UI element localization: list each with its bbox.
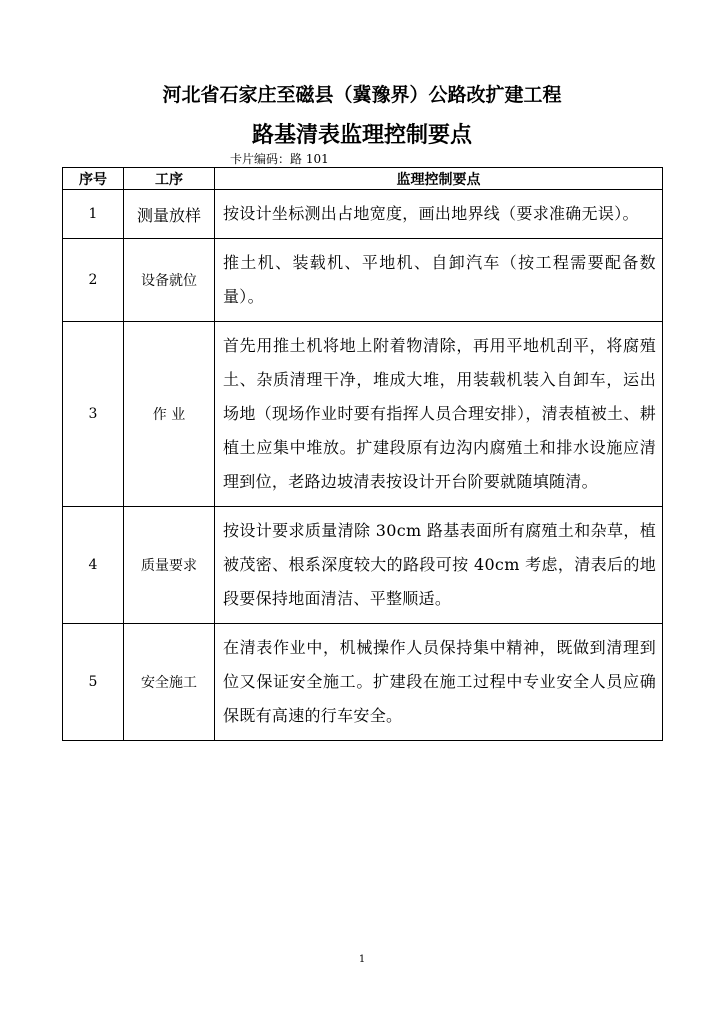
row-content: 在清表作业中，机械操作人员保持集中精神，既做到清理到位又保证安全施工。扩建段在施工过程中专业安全人员应确保既有高速的行车安全。	[215, 624, 663, 741]
card-number: 卡片编码：路 101	[230, 152, 329, 166]
table-row	[63, 239, 663, 322]
row-content: 按设计要求质量清除 30cm 路基表面所有腐殖土和杂草，植被茂密、根系深度较大的路段可按 40cm 考虑，清表后的地段要保持地面清洁、平整顺适。	[215, 507, 663, 624]
table-row	[63, 190, 663, 239]
column-header-process: 工序	[124, 168, 215, 190]
page-number: 1	[358, 954, 366, 965]
row-number: 2	[63, 239, 124, 322]
row-content: 推土机、装载机、平地机、自卸汽车（按工程需要配备数量）。	[215, 239, 663, 322]
row-process: 作 业	[124, 322, 215, 507]
row-number: 4	[63, 507, 124, 624]
column-header-no: 序号	[63, 168, 124, 190]
table-header-row	[63, 168, 663, 190]
row-number: 1	[63, 190, 124, 239]
table-row	[63, 322, 663, 507]
row-content: 按设计坐标测出占地宽度，画出地界线（要求准确无误）。	[215, 190, 663, 239]
row-process: 设备就位	[124, 239, 215, 322]
row-number: 3	[63, 322, 124, 507]
column-header-content: 监理控制要点	[215, 168, 663, 190]
row-number: 5	[63, 624, 124, 741]
row-process: 安全施工	[124, 624, 215, 741]
control-points-table	[62, 167, 663, 741]
document-subtitle: 路基清表监理控制要点	[251, 123, 472, 148]
row-process: 测量放样	[124, 190, 215, 239]
document-title: 河北省石家庄至磁县（冀豫界）公路改扩建工程	[162, 84, 562, 106]
row-process: 质量要求	[124, 507, 215, 624]
table-row	[63, 507, 663, 624]
table-row	[63, 624, 663, 741]
row-content: 首先用推土机将地上附着物清除，再用平地机刮平，将腐殖土、杂质清理干净，堆成大堆，用装载机装入自卸车，运出场地（现场作业时要有指挥人员合理安排），清表植被土、耕植土应集中堆放。扩建段原有边沟内腐殖土和排水设施应清理到位，老路边坡清表按设计开台阶要就随填随清。	[215, 322, 663, 507]
